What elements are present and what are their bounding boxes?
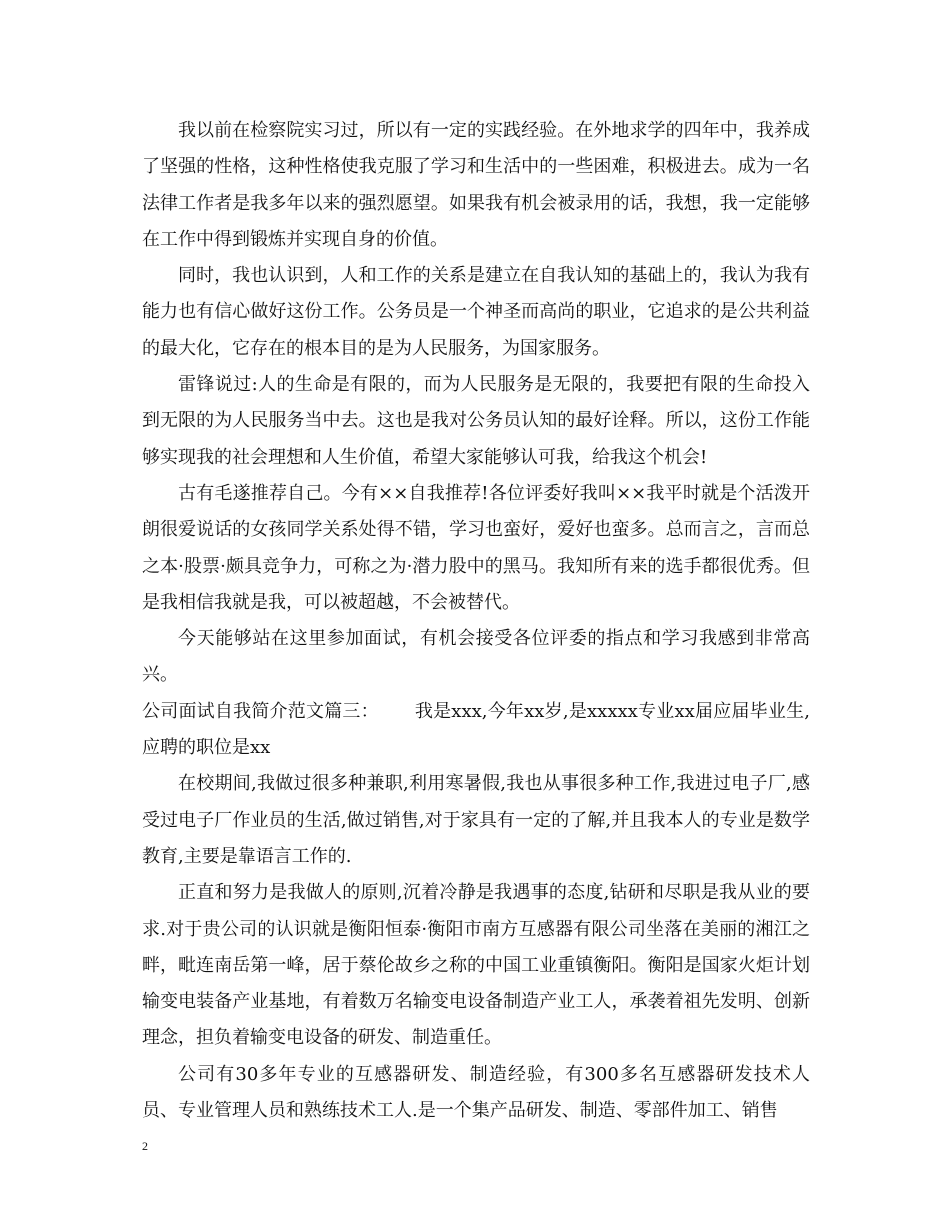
section-heading: 公司面试自我简介范文篇三：: [142, 700, 379, 722]
paragraph-self-awareness: 同时，我也认识到，人和工作的关系是建立在自我认知的基础上的，我认为我有能力也有信心做好这份工作。公务员是一个神圣而高尚的职业，它追求的是公共利益的最大化，它存在的根本目的是为人民服务，为国家服务。: [142, 265, 810, 359]
paragraph-self-recommendation: 古有毛遂推荐自己。今有××自我推荐!各位评委好我叫××我平时就是个活泼开朗很爱说话的女孩同学关系处得不错，学习也蛮好，爱好也蛮多。总而言之，言而总之本·股票·颇具竞争力，可称之为·潜力股中的黑马。我知所有来的选手都很优秀。但是我相信我就是我，可以被超越，不会被替代。: [142, 482, 810, 613]
section-intro: 我是xxx,今年xx岁,是xxxxx专业xx届应届毕业生,应聘的职位是xx: [142, 700, 811, 759]
page-number: 2: [142, 1139, 148, 1153]
paragraph-gratitude: 今天能够站在这里参加面试，有机会接受各位评委的指点和学习我感到非常高兴。: [142, 628, 810, 686]
section-heading-paragraph: [142, 694, 810, 767]
paragraph-school-experience: 在校期间,我做过很多种兼职,利用寒暑假,我也从事很多种工作,我进过电子厂,感受过电子厂作业员的生活,做过销售,对于家具有一定的了解,并且我本人的专业是数学教育,主要是靠语言工作的.: [142, 773, 810, 867]
document-body: [142, 113, 810, 1129]
paragraph-company-knowledge: 正直和努力是我做人的原则,沉着冷静是我遇事的态度,钻研和尽职是我从业的要求.对于贵公司的认识就是衡阳恒泰·衡阳市南方互感器有限公司坐落在美丽的湘江之畔，毗连南岳第一峰，居于蔡伦故乡之称的中国工业重镇衡阳。衡阳是国家火炬计划输变电装备产业基地，有着数万名输变电设备制造产业工人，承袭着祖先发明、创新理念，担负着输变电设备的研发、制造重任。: [142, 882, 810, 1049]
paragraph-internship: 我以前在检察院实习过，所以有一定的实践经验。在外地求学的四年中，我养成了坚强的性格，这种性格使我克服了学习和生活中的一些困难，积极进去。成为一名法律工作者是我多年以来的强烈愿望。如果我有机会被录用的话，我想，我一定能够在工作中得到锻炼并实现自身的价值。: [142, 120, 810, 250]
paragraph-company-profile: 公司有30多年专业的互感器研发、制造经验，有300多名互感器研发技术人员、专业管理人员和熟练技术工人.是一个集产品研发、制造、零部件加工、销售: [142, 1063, 810, 1122]
paragraph-lei-feng: 雷锋说过:人的生命是有限的，而为人民服务是无限的，我要把有限的生命投入到无限的为人民服务当中去。这也是我对公务员认知的最好诠释。所以，这份工作能够实现我的社会理想和人生价值，希望大家能够认可我，给我这个机会!: [142, 374, 810, 468]
